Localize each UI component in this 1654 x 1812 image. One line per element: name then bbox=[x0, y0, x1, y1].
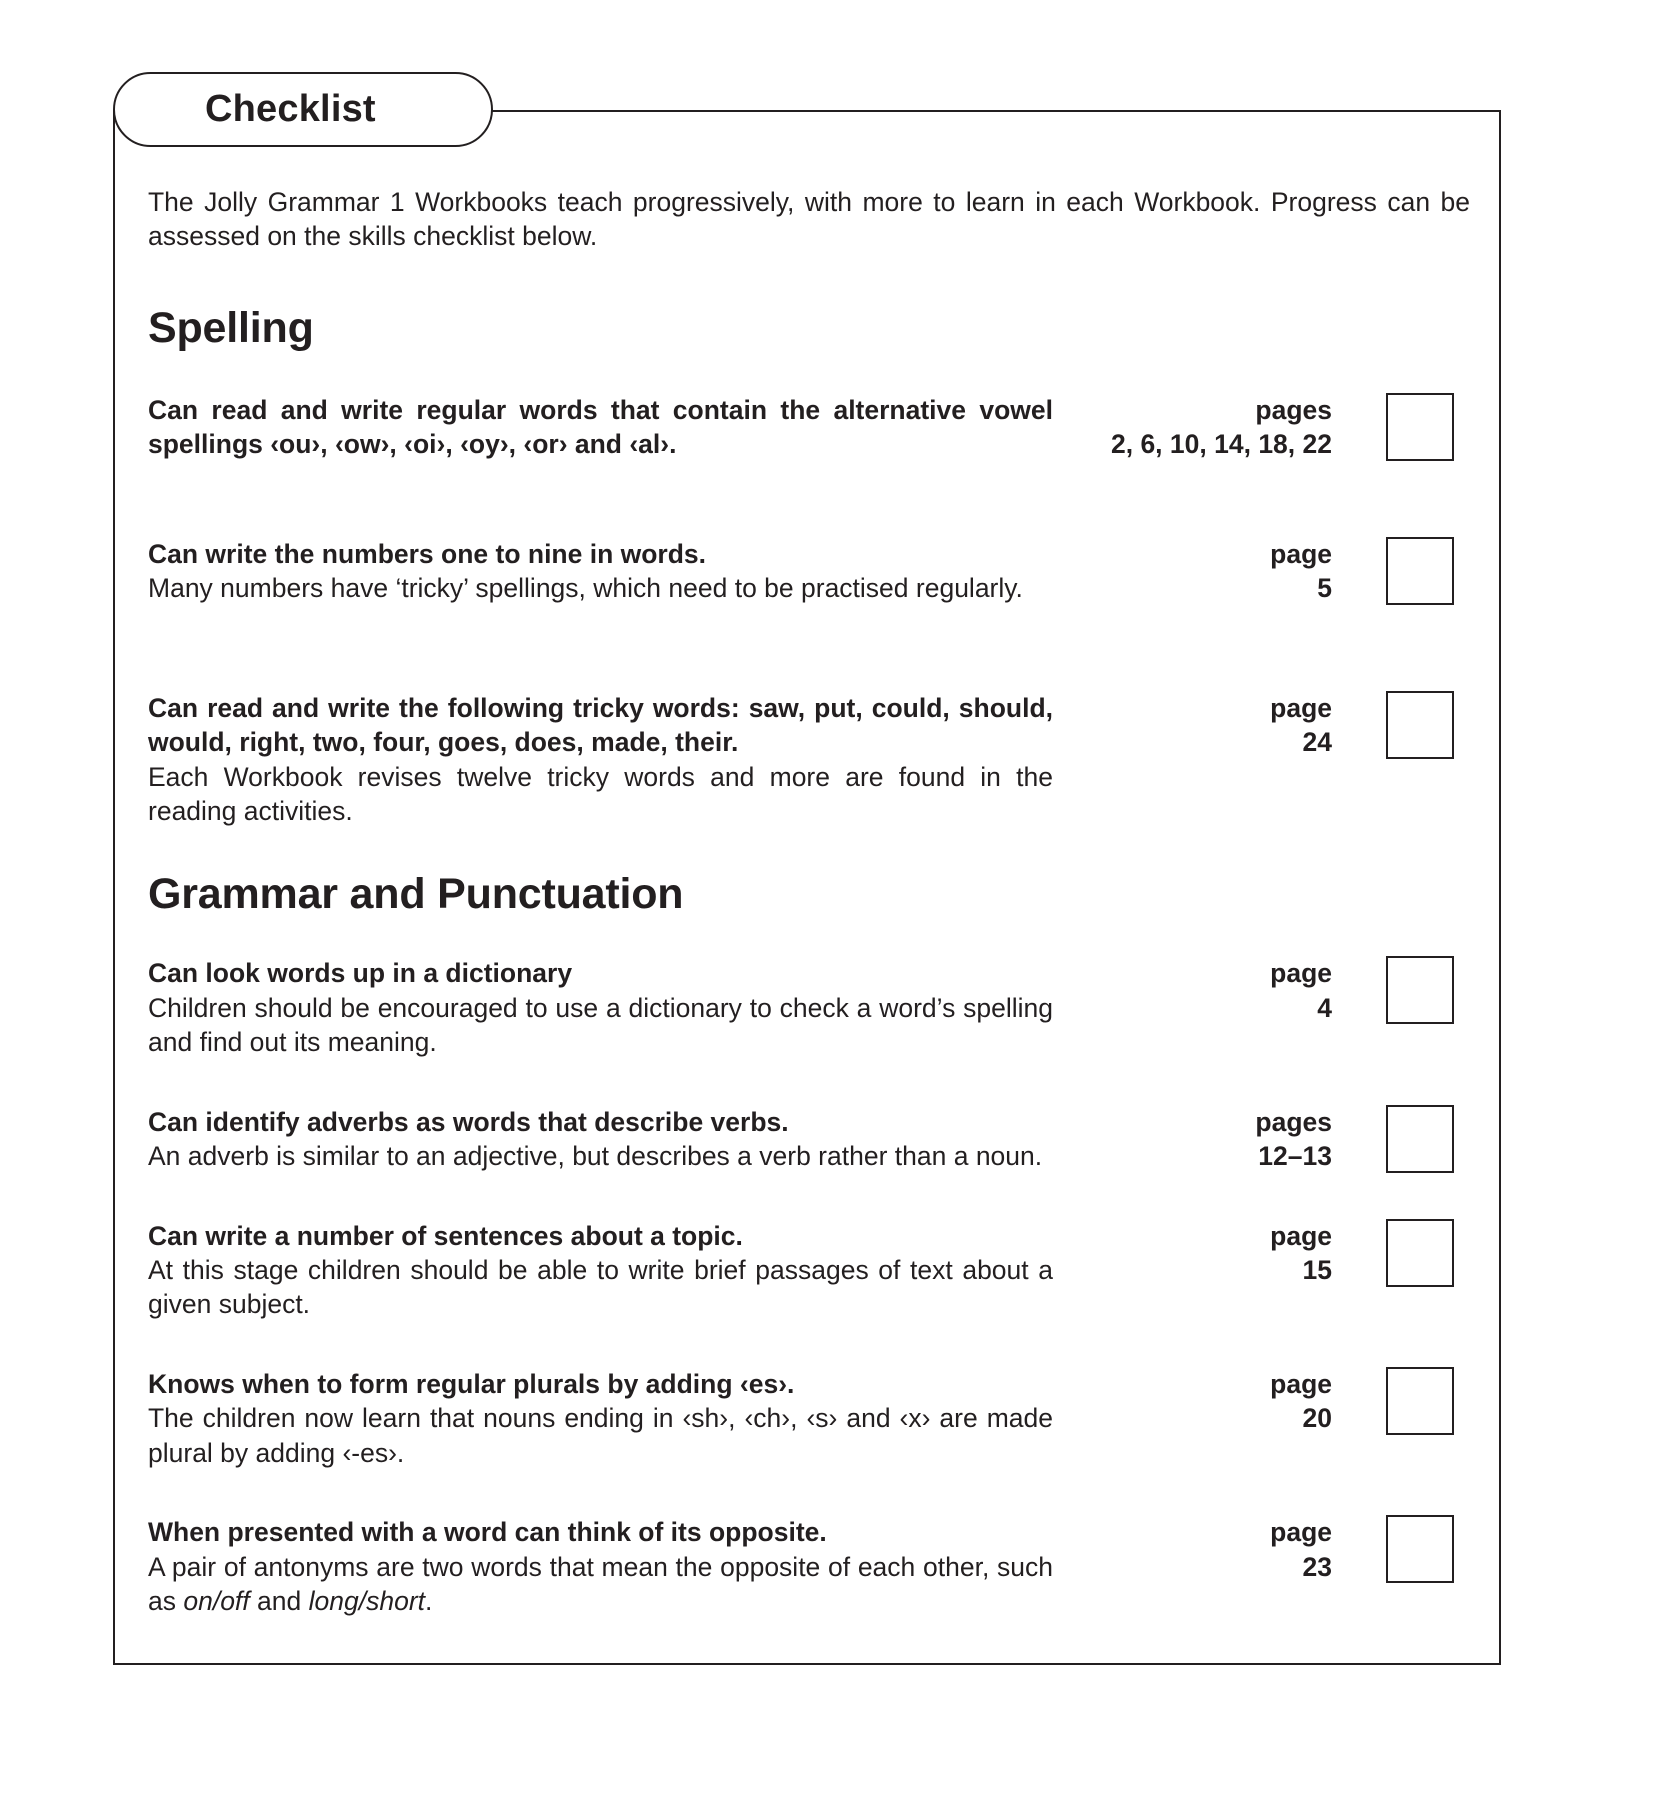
pages-label: page bbox=[1270, 958, 1332, 989]
checklist-item bbox=[148, 1367, 1470, 1470]
pages-label: page bbox=[1270, 692, 1332, 723]
checkbox[interactable] bbox=[1386, 1105, 1454, 1173]
pages-label: page bbox=[1270, 538, 1332, 569]
checklist-item-title: Can look words up in a dictionary bbox=[148, 958, 573, 989]
checklist-item bbox=[148, 537, 1470, 606]
checklist-item-checkbox-cell bbox=[1348, 537, 1454, 605]
pages-value: 4 bbox=[1317, 992, 1332, 1023]
checklist-item-checkbox-cell bbox=[1348, 956, 1454, 1024]
checkbox[interactable] bbox=[1386, 956, 1454, 1024]
pages-value: 2, 6, 10, 14, 18, 22 bbox=[1110, 429, 1332, 460]
checklist-content bbox=[148, 185, 1470, 1619]
checklist-item-text bbox=[148, 691, 1053, 829]
checklist-item-checkbox-cell bbox=[1348, 691, 1454, 759]
checkbox[interactable] bbox=[1386, 1219, 1454, 1287]
section-heading-spelling: Spelling bbox=[148, 303, 314, 352]
checklist-item-title: Can write a number of sentences about a topic. bbox=[148, 1220, 743, 1251]
checkbox[interactable] bbox=[1386, 1515, 1454, 1583]
pages-value: 5 bbox=[1317, 573, 1332, 604]
intro-paragraph: The Jolly Grammar 1 Workbooks teach progressively, with more to learn in each Workbook. Progress can be assessed on the skills checklist below. bbox=[148, 187, 1470, 252]
checklist-item-title: When presented with a word can think of its opposite. bbox=[148, 1517, 827, 1548]
checklist-item-title: Can read and write regular words that contain the alternative vowel spellings ‹ou›, ‹ow›, ‹oi›, ‹oy›, ‹or› and ‹al›. bbox=[148, 394, 1053, 460]
checklist-item-description: At this stage children should be able to write brief passages of text about a given subject. bbox=[148, 1255, 1053, 1320]
checklist-item-pages bbox=[1053, 1105, 1348, 1174]
checklist-item-pages bbox=[1053, 1515, 1348, 1584]
checklist-item-text bbox=[148, 393, 1053, 462]
checklist-item-checkbox-cell bbox=[1348, 1219, 1454, 1287]
checklist-item-pages bbox=[1053, 956, 1348, 1025]
checklist-item-pages bbox=[1053, 1219, 1348, 1288]
checklist-item-description: Many numbers have ‘tricky’ spellings, which need to be practised regularly. bbox=[148, 573, 1023, 604]
checkbox[interactable] bbox=[1386, 537, 1454, 605]
checklist-item-pages bbox=[1053, 691, 1348, 760]
checklist-item-pages bbox=[1053, 1367, 1348, 1436]
checklist-tab-label: Checklist bbox=[205, 88, 376, 130]
pages-label: page bbox=[1270, 1368, 1332, 1399]
pages-label: pages bbox=[1255, 394, 1332, 425]
checklist-item-checkbox-cell bbox=[1348, 393, 1454, 461]
checklist-item-description: A pair of antonyms are two words that mean the opposite of each other, such as on/off and long/short. bbox=[148, 1551, 1053, 1617]
checklist-tab bbox=[113, 72, 493, 147]
checklist-item-description: An adverb is similar to an adjective, but describes a verb rather than a noun. bbox=[148, 1141, 1043, 1172]
checklist-item-title: Can identify adverbs as words that describe verbs. bbox=[148, 1106, 789, 1137]
checklist-item-text bbox=[148, 1367, 1053, 1470]
checklist-item bbox=[148, 1105, 1470, 1174]
checkbox[interactable] bbox=[1386, 691, 1454, 759]
checklist-item-checkbox-cell bbox=[1348, 1105, 1454, 1173]
checklist-item-title: Can write the numbers one to nine in words. bbox=[148, 538, 707, 569]
checklist-item-description: Children should be encouraged to use a dictionary to check a word’s spelling and find out its meaning. bbox=[148, 992, 1053, 1058]
pages-value: 12–13 bbox=[1258, 1141, 1332, 1172]
checklist-item bbox=[148, 393, 1470, 462]
checklist-item bbox=[148, 1515, 1470, 1618]
checklist-item-pages bbox=[1053, 537, 1348, 606]
checklist-item-text bbox=[148, 1105, 1053, 1174]
checklist-item-pages bbox=[1053, 393, 1348, 462]
checklist-item bbox=[148, 691, 1470, 829]
checklist-item-description: The children now learn that nouns ending in ‹sh›, ‹ch›, ‹s› and ‹x› are made plural by adding ‹-es›. bbox=[148, 1403, 1053, 1468]
checklist-item-text bbox=[148, 1219, 1053, 1322]
pages-value: 24 bbox=[1302, 727, 1332, 758]
pages-label: pages bbox=[1255, 1106, 1332, 1137]
checklist-item bbox=[148, 1219, 1470, 1322]
checklist-item-title: Can read and write the following tricky words: saw, put, could, should, would, right, two, four, goes, does, made, their. bbox=[148, 692, 1053, 758]
pages-value: 20 bbox=[1302, 1403, 1332, 1434]
checklist-item-text bbox=[148, 1515, 1053, 1618]
checklist-item-text bbox=[148, 956, 1053, 1059]
pages-label: page bbox=[1270, 1517, 1332, 1548]
checkbox[interactable] bbox=[1386, 1367, 1454, 1435]
checkbox[interactable] bbox=[1386, 393, 1454, 461]
checklist-item-description: Each Workbook revises twelve tricky words and more are found in the reading activities. bbox=[148, 761, 1053, 826]
checklist-item-checkbox-cell bbox=[1348, 1515, 1454, 1583]
pages-label: page bbox=[1270, 1220, 1332, 1251]
checklist-item bbox=[148, 956, 1470, 1059]
pages-value: 23 bbox=[1302, 1551, 1332, 1582]
pages-value: 15 bbox=[1302, 1255, 1332, 1285]
checklist-item-title: Knows when to form regular plurals by adding ‹es›. bbox=[148, 1368, 795, 1399]
section-heading-grammar: Grammar and Punctuation bbox=[148, 870, 684, 919]
checklist-item-checkbox-cell bbox=[1348, 1367, 1454, 1435]
checklist-item-text bbox=[148, 537, 1053, 606]
